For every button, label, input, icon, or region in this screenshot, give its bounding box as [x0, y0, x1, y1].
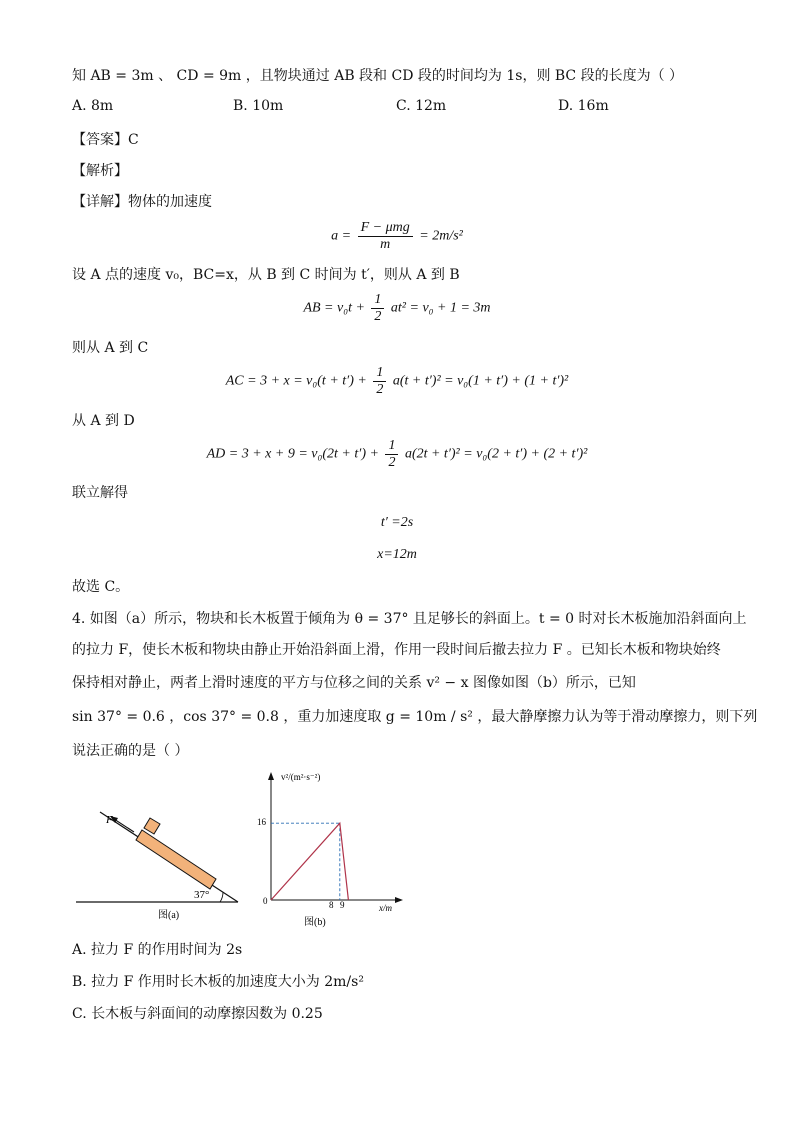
- angle-label: 37°: [194, 889, 210, 901]
- force-label: F: [106, 814, 113, 826]
- x-axis-arrow: [395, 897, 403, 903]
- solve-text: 联立解得: [72, 485, 128, 501]
- figure-b: [255, 768, 405, 928]
- figure-b-caption: 图(b): [304, 917, 326, 928]
- y-axis-label: v²/(m²·s⁻²): [281, 772, 321, 782]
- q4-line-1: 4. 如图（a）所示，物块和长木板置于倾角为 θ = 37° 且足够长的斜面上。t = 0 时对长木板施加沿斜面向上: [72, 611, 747, 627]
- x-axis-label: x/m: [379, 903, 392, 913]
- result-x: x=12m: [377, 547, 417, 562]
- q4-line-4: sin 37° = 0.6 ，cos 37° = 0.8 ，重力加速度取 g = 10m / s² ，最大静摩擦力认为等于滑动摩擦力，则下列: [72, 709, 758, 725]
- v2-x-line: [271, 823, 348, 900]
- figure-a-caption: 图(a): [158, 910, 180, 921]
- equation-acceleration: a = $\frac{\text{F − μmg}}{m}$ = 2m/s²: [331, 220, 463, 252]
- x-tick-9: 9: [340, 900, 345, 910]
- x-tick-8: 8: [329, 900, 334, 910]
- q4-option-b: B. 拉力 F 作用时长木板的加速度大小为 2m/s²: [72, 974, 364, 990]
- q3-stem: 知 AB = 3m 、 CD = 9m ，且物块通过 AB 段和 CD 段的时间均为 1s，则 BC 段的长度为（ ）: [72, 68, 684, 84]
- q4-option-c: C. 长木板与斜面间的动摩擦因数为 0.25: [72, 1006, 323, 1022]
- a-to-d-text: 从 A 到 D: [72, 413, 135, 429]
- long-board: [136, 830, 216, 889]
- q4-line-2: 的拉力 F，使长木板和物块由静止开始沿斜面上滑，作用一段时间后撤去拉力 F 。已知长木板和物块始终: [72, 642, 721, 658]
- q3-option-c: C. 12m: [396, 98, 447, 114]
- y-axis-arrow: [268, 772, 274, 780]
- q3-option-b: B. 10m: [233, 98, 284, 114]
- angle-arc: [220, 892, 223, 902]
- equation-ad: AD = 3 + x + 9 = v₀(2t + t′) + $\frac{1}{2}$ a(2t + t′)² = v₀(2 + t′) + (2 + t′)²: [206, 438, 588, 470]
- block: [144, 818, 160, 834]
- q4-line-5: 说法正确的是（ ）: [72, 743, 189, 759]
- figure-a: [70, 800, 250, 925]
- a-to-c-text: 则从 A 到 C: [72, 340, 149, 356]
- equation-ab: AB = v₀t + $\frac{1}{2}$ at² = v₀ + 1 = 3m: [303, 292, 491, 324]
- q3-option-a: A. 8m: [72, 98, 114, 114]
- force-arrow: [114, 819, 134, 832]
- y-tick-16: 16: [257, 817, 266, 827]
- equation-ac: AC = 3 + x = v₀(t + t′) + $\frac{1}{2}$ a(t + t′)² = v₀(1 + t′) + (1 + t′)²: [225, 365, 569, 397]
- answer-label: 【答案】C: [72, 132, 139, 148]
- detail-label: 【详解】物体的加速度: [72, 194, 212, 210]
- q4-option-a: A. 拉力 F 的作用时间为 2s: [72, 942, 243, 958]
- result-t: t′ =2s: [380, 515, 414, 530]
- origin-label: 0: [263, 896, 268, 906]
- q3-option-d: D. 16m: [558, 98, 609, 114]
- analysis-label: 【解析】: [72, 163, 128, 179]
- q4-line-3: 保持相对静止，两者上滑时速度的平方与位移之间的关系 v² − x 图像如图（b）所示，已知: [72, 675, 636, 691]
- conclusion-text: 故选 C。: [72, 579, 130, 595]
- setup-text: 设 A 点的速度 v₀，BC=x，从 B 到 C 时间为 t′，则从 A 到 B: [72, 267, 460, 283]
